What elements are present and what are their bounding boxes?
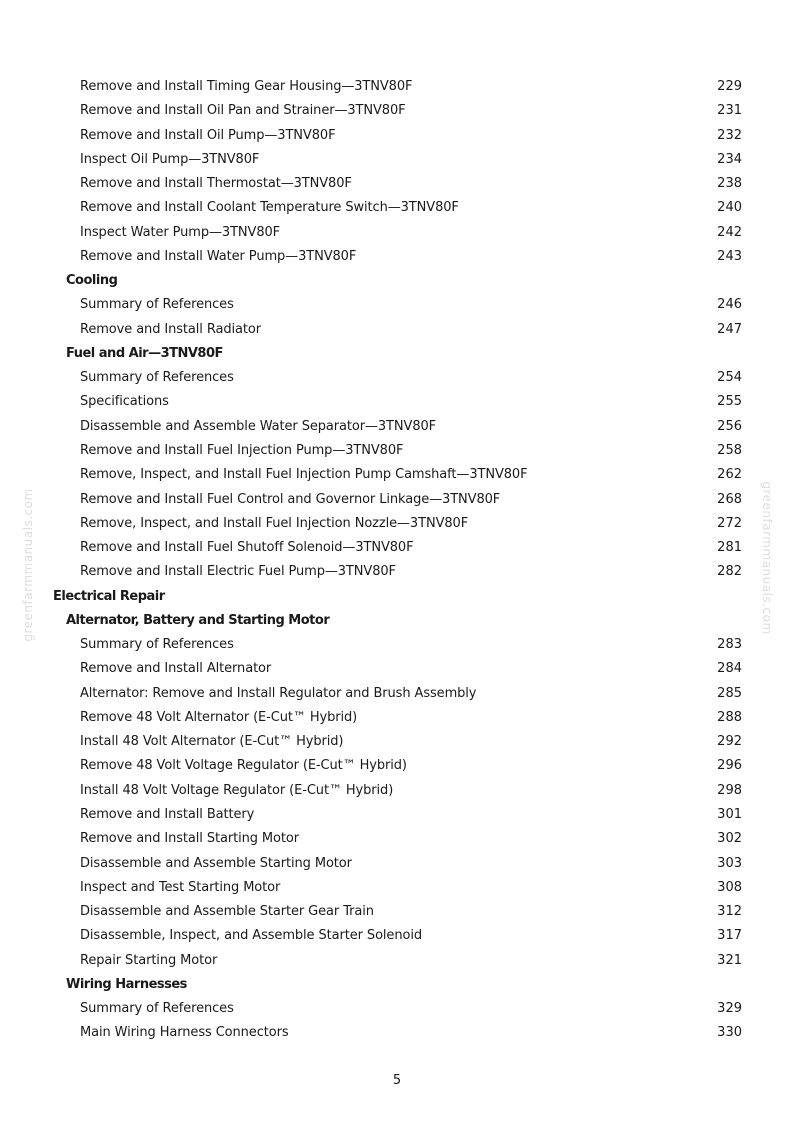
toc-entry-title[interactable]: Remove and Install Battery [80,806,255,822]
toc-entry[interactable] [0,99,794,123]
toc-entry[interactable] [0,512,794,536]
toc-entry-page-number: 329 [717,1001,742,1017]
toc-entry-title[interactable]: Install 48 Volt Alternator (E-Cut™ Hybrid) [80,734,344,750]
toc-entry-page-number: 254 [717,370,742,386]
toc-entry[interactable] [0,366,794,390]
toc-entry-page-number: 292 [717,734,742,750]
toc-entry-page-number: 229 [717,79,742,94]
toc-entry-title[interactable]: Remove and Install Fuel Control and Governor Linkage—3TNV80F [80,491,501,507]
toc-entry[interactable] [0,560,794,584]
toc-entry-title[interactable]: Summary of References [80,297,234,313]
toc-entry-page-number: 240 [717,200,742,216]
toc-entry[interactable] [0,245,794,269]
toc-entry-page-number: 282 [717,564,742,580]
toc-entry-title[interactable]: Remove and Install Coolant Temperature Switch—3TNV80F [80,200,459,216]
toc-entry-page-number: 256 [717,418,742,434]
toc-entry-title[interactable]: Summary of References [80,637,234,653]
toc-entry-page-number: 242 [717,224,742,240]
toc-entry-page-number: 303 [717,855,742,871]
toc-entry-title[interactable]: Remove 48 Volt Voltage Regulator (E-Cut™ Hybrid) [80,758,407,774]
page-number: 5 [392,1073,402,1088]
toc-entry-page-number: 246 [717,297,742,313]
toc-entry-title[interactable]: Remove and Install Water Pump—3TNV80F [80,248,357,264]
toc-entry-title[interactable]: Remove and Install Thermostat—3TNV80F [80,176,352,192]
toc-entry-page-number: 284 [717,661,742,677]
toc-entry-page-number: 296 [717,758,742,774]
toc-entry-page-number: 285 [717,685,742,701]
toc-entry-title[interactable]: Disassemble and Assemble Starting Motor [80,855,352,871]
toc-entry-title[interactable]: Remove, Inspect, and Install Fuel Injection Nozzle—3TNV80F [80,515,469,531]
toc-entry-title[interactable]: Disassemble and Assemble Starter Gear Train [80,904,374,920]
toc-entry[interactable] [0,75,794,99]
toc-entry[interactable] [0,221,794,245]
toc-entry[interactable] [0,172,794,196]
toc-entry-title[interactable]: Remove and Install Oil Pan and Strainer—3TNV80F [80,103,406,119]
toc-entry[interactable] [0,439,794,463]
toc-entry-title[interactable]: Remove and Install Radiator [80,321,261,337]
toc-entry-title[interactable]: Main Wiring Harness Connectors [80,1025,289,1041]
toc-entry-page-number: 234 [717,151,742,167]
toc-entry-page-number: 281 [717,540,742,556]
toc-entry-page-number: 330 [717,1025,742,1041]
toc-entry-title[interactable]: Remove and Install Electric Fuel Pump—3TNV80F [80,564,396,580]
toc-entry-title[interactable]: Electrical Repair [53,588,165,604]
toc-entry-page-number: 258 [717,442,742,458]
toc-entry[interactable] [0,997,794,1021]
toc-entry-title[interactable]: Fuel and Air—3TNV80F [66,345,223,361]
toc-entry-title[interactable]: Disassemble, Inspect, and Assemble Starter Solenoid [80,928,422,944]
toc-entry[interactable] [0,415,794,439]
toc-section-heading[interactable] [0,973,794,997]
toc-entry-title[interactable]: Specifications [80,394,169,410]
table-of-contents [0,75,794,1046]
toc-entry[interactable] [0,949,794,973]
watermark-left: greenfarmmanuals.com [21,488,35,642]
toc-entry[interactable] [0,924,794,948]
toc-entry[interactable] [0,803,794,827]
toc-entry-title[interactable]: Summary of References [80,370,234,386]
toc-entry[interactable] [0,876,794,900]
toc-entry-title[interactable]: Remove and Install Fuel Injection Pump—3TNV80F [80,442,404,458]
toc-entry-title[interactable]: Remove and Install Alternator [80,661,272,677]
toc-entry[interactable] [0,293,794,317]
toc-entry[interactable] [0,463,794,487]
toc-entry-title[interactable]: Remove 48 Volt Alternator (E-Cut™ Hybrid) [80,709,358,725]
toc-entry-title[interactable]: Install 48 Volt Voltage Regulator (E-Cut™ Hybrid) [80,782,394,798]
toc-entry[interactable] [0,827,794,851]
toc-entry[interactable] [0,390,794,414]
toc-entry[interactable] [0,779,794,803]
toc-entry-title[interactable]: Wiring Harnesses [66,976,187,992]
toc-entry-page-number: 298 [717,782,742,798]
toc-chapter-heading[interactable] [0,585,794,609]
toc-entry[interactable] [0,682,794,706]
toc-entry-page-number: 312 [717,904,742,920]
toc-section-heading[interactable] [0,342,794,366]
toc-entry[interactable] [0,852,794,876]
toc-entry[interactable] [0,536,794,560]
toc-entry[interactable] [0,754,794,778]
toc-entry-page-number: 321 [717,952,742,968]
toc-entry-page-number: 255 [717,394,742,410]
toc-entry[interactable] [0,657,794,681]
toc-entry-title[interactable]: Remove and Install Oil Pump—3TNV80F [80,127,336,143]
toc-entry[interactable] [0,730,794,754]
toc-entry-title[interactable]: Summary of References [80,1001,234,1017]
toc-entry[interactable] [0,318,794,342]
toc-entry[interactable] [0,1021,794,1045]
toc-entry-page-number: 288 [717,709,742,725]
toc-entry-page-number: 272 [717,515,742,531]
toc-entry-page-number: 301 [717,806,742,822]
toc-entry-title[interactable]: Inspect and Test Starting Motor [80,879,281,895]
toc-entry[interactable] [0,900,794,924]
toc-entry[interactable] [0,633,794,657]
toc-section-heading[interactable] [0,609,794,633]
watermark-right: greenfarmmanuals.com [760,481,774,635]
toc-entry-page-number: 283 [717,637,742,653]
toc-entry-page-number: 243 [717,248,742,264]
toc-entry[interactable] [0,706,794,730]
toc-entry-title[interactable]: Cooling [66,273,118,289]
toc-entry-title[interactable]: Repair Starting Motor [80,952,218,968]
toc-entry-title[interactable]: Remove and Install Fuel Shutoff Solenoid—3TNV80F [80,540,414,556]
toc-entry-page-number: 302 [717,831,742,847]
toc-section-heading[interactable] [0,269,794,293]
toc-entry-title[interactable]: Remove and Install Timing Gear Housing—3TNV80F [80,79,413,94]
toc-entry-page-number: 231 [717,103,742,119]
toc-entry-title[interactable]: Remove, Inspect, and Install Fuel Injection Pump Camshaft—3TNV80F [80,467,528,483]
toc-entry-title[interactable]: Remove and Install Starting Motor [80,831,300,847]
toc-entry-page-number: 238 [717,176,742,192]
toc-entry[interactable] [0,196,794,220]
toc-entry-page-number: 247 [717,321,742,337]
toc-entry-title[interactable]: Inspect Water Pump—3TNV80F [80,224,281,240]
toc-entry-page-number: 232 [717,127,742,143]
toc-entry-title[interactable]: Disassemble and Assemble Water Separator—3TNV80F [80,418,437,434]
toc-entry[interactable] [0,148,794,172]
toc-entry[interactable] [0,124,794,148]
toc-entry-page-number: 308 [717,879,742,895]
toc-entry-title[interactable]: Inspect Oil Pump—3TNV80F [80,151,260,167]
toc-entry-title[interactable]: Alternator: Remove and Install Regulator and Brush Assembly [80,685,477,701]
toc-entry-page-number: 268 [717,491,742,507]
toc-entry[interactable] [0,488,794,512]
toc-entry-page-number: 317 [717,928,742,944]
toc-entry-page-number: 262 [717,467,742,483]
toc-entry-title[interactable]: Alternator, Battery and Starting Motor [66,612,330,628]
